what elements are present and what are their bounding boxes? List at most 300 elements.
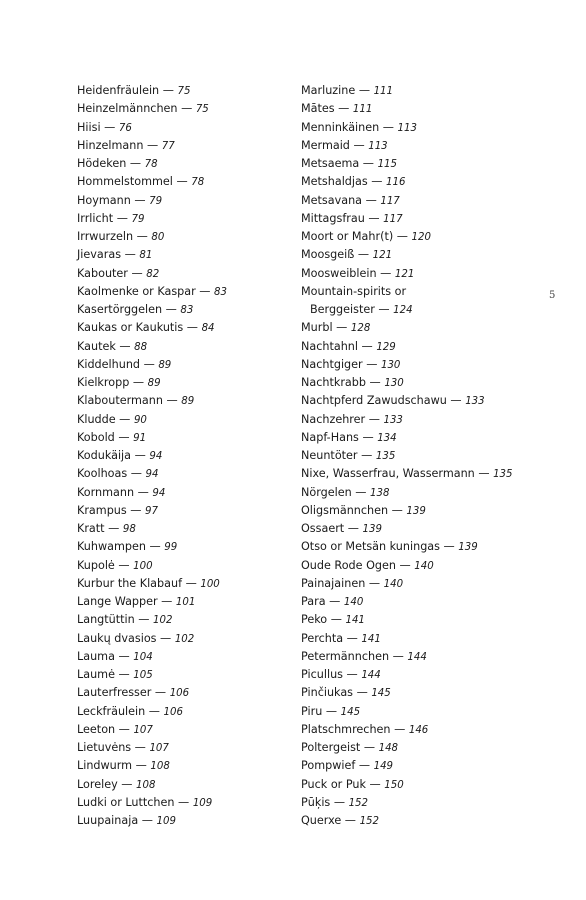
index-entry bbox=[77, 575, 277, 593]
entry-name: Kielkropp bbox=[77, 376, 130, 389]
entry-dash: — bbox=[374, 303, 394, 316]
index-entry bbox=[77, 319, 277, 337]
index-entry bbox=[301, 119, 541, 137]
entry-name: Marluzine bbox=[301, 84, 356, 97]
entry-page-number: 146 bbox=[408, 724, 429, 736]
entry-name: Kurbur the Klabauf bbox=[77, 576, 183, 590]
entry-name: Kodukäija bbox=[77, 449, 132, 462]
entry-page-number: 108 bbox=[150, 761, 170, 773]
entry-dash: — bbox=[162, 394, 182, 408]
index-entry bbox=[301, 666, 541, 684]
entry-name: Nachzehrer bbox=[301, 412, 366, 426]
entry-dash: — bbox=[115, 412, 134, 426]
entry-name: Kobold bbox=[77, 430, 115, 444]
entry-page-number: 99 bbox=[164, 542, 178, 554]
entry-page-number: 113 bbox=[397, 122, 417, 134]
index-entry bbox=[77, 520, 277, 538]
entry-dash: — bbox=[325, 595, 344, 608]
entry-name: Kuhwampen bbox=[77, 540, 146, 554]
entry-dash: — bbox=[439, 540, 459, 554]
entry-page-number: 120 bbox=[411, 232, 431, 243]
entry-page-number: 139 bbox=[362, 524, 382, 535]
index-entry bbox=[77, 283, 277, 301]
entry-page-number: 88 bbox=[134, 341, 148, 353]
entry-name: Kaukas or Kaukutis bbox=[77, 321, 184, 335]
entry-page-number: 116 bbox=[386, 177, 406, 189]
entry-dash: — bbox=[114, 668, 134, 681]
entry-name: Kautek bbox=[77, 339, 116, 353]
index-entry bbox=[301, 100, 541, 118]
entry-dash: — bbox=[114, 558, 134, 572]
entry-page-number: 78 bbox=[144, 159, 158, 170]
entry-name: Kupolė bbox=[77, 558, 115, 572]
index-entry bbox=[301, 210, 541, 228]
entry-dash: — bbox=[115, 722, 134, 736]
entry-dash: — bbox=[138, 814, 157, 827]
entry-dash: — bbox=[104, 522, 123, 535]
index-entry bbox=[77, 429, 277, 447]
entry-dash: — bbox=[174, 795, 193, 809]
entry-name: Laukų dvasios bbox=[77, 631, 157, 645]
entry-dash: — bbox=[365, 576, 384, 590]
entry-name: Kornmann bbox=[77, 485, 135, 499]
entry-dash: — bbox=[121, 248, 140, 262]
entry-dash: — bbox=[183, 321, 202, 335]
entry-name: Luupainaja bbox=[77, 814, 139, 827]
entry-dash: — bbox=[114, 649, 134, 663]
entry-page-number: 106 bbox=[163, 706, 183, 718]
index-entry bbox=[301, 575, 541, 593]
entry-name: Metshaldjas bbox=[301, 175, 368, 189]
entry-name: Puck or Puk bbox=[301, 777, 366, 791]
entry-page-number: 89 bbox=[181, 396, 195, 408]
entry-page-number: 100 bbox=[200, 578, 220, 590]
entry-page-number: 106 bbox=[169, 688, 190, 700]
entry-page-number: 84 bbox=[201, 323, 215, 335]
entry-page-number: 141 bbox=[345, 615, 365, 627]
index-entry bbox=[77, 173, 277, 191]
entry-page-number: 144 bbox=[361, 670, 381, 681]
index-entry bbox=[301, 794, 541, 812]
index-entry bbox=[77, 538, 277, 556]
entry-page-number: 135 bbox=[375, 451, 396, 462]
entry-page-number: 79 bbox=[131, 213, 145, 225]
entry-name: Metsavana bbox=[301, 193, 363, 207]
entry-page-number: 152 bbox=[359, 816, 380, 827]
entry-dash: — bbox=[362, 193, 381, 207]
entry-name: Hoymann bbox=[77, 193, 131, 207]
index-entry bbox=[301, 356, 541, 374]
entry-dash: — bbox=[162, 303, 181, 316]
entry-name: Heidenfräulein bbox=[77, 84, 160, 97]
entry-dash: — bbox=[364, 211, 384, 225]
entry-page-number: 77 bbox=[161, 140, 175, 152]
entry-name: Poltergeist bbox=[301, 741, 361, 754]
entry-name: Berggeister bbox=[310, 303, 375, 316]
entry-page-number: 109 bbox=[156, 816, 176, 827]
entry-page-number: 83 bbox=[180, 305, 194, 316]
entry-page-number: 109 bbox=[192, 797, 213, 809]
entry-dash: — bbox=[126, 157, 145, 170]
entry-dash: — bbox=[365, 412, 384, 426]
entry-page-number: 149 bbox=[373, 761, 394, 773]
entry-name: Napf-Hans bbox=[301, 430, 359, 444]
entry-name: Menninkäinen bbox=[301, 120, 380, 134]
entry-name: Moosgeiß bbox=[301, 248, 355, 262]
index-entry bbox=[77, 100, 277, 118]
entry-dash: — bbox=[355, 759, 374, 773]
entry-name: Kaolmenke or Kaspar bbox=[77, 284, 196, 298]
entry-page-number: 140 bbox=[383, 578, 404, 590]
entry-dash: — bbox=[343, 631, 362, 645]
entry-dash: — bbox=[182, 576, 201, 590]
entry-name: Perchta bbox=[301, 631, 344, 645]
entry-page-number: 135 bbox=[493, 469, 513, 481]
entry-dash: — bbox=[145, 540, 165, 554]
entry-dash: — bbox=[360, 741, 379, 754]
index-entry bbox=[77, 593, 277, 611]
entry-dash: — bbox=[327, 613, 346, 627]
index-entry bbox=[77, 137, 277, 155]
index-entry bbox=[301, 447, 541, 465]
entry-page-number: 104 bbox=[133, 651, 153, 663]
entry-name: Mermaid bbox=[301, 138, 350, 152]
entry-name: Lauma bbox=[77, 649, 115, 663]
entry-dash: — bbox=[117, 777, 137, 791]
entry-dash: — bbox=[365, 777, 385, 791]
entry-page-number: 140 bbox=[414, 560, 434, 572]
entry-name: Oude Rode Ogen bbox=[301, 558, 396, 572]
entry-dash: — bbox=[127, 266, 147, 280]
index-column-right bbox=[301, 82, 541, 830]
entry-dash: — bbox=[359, 157, 378, 170]
entry-dash: — bbox=[129, 376, 148, 389]
entry-page-number: 94 bbox=[152, 487, 166, 499]
entry-dash: — bbox=[332, 321, 351, 335]
entry-page-number: 91 bbox=[133, 432, 147, 444]
entry-dash: — bbox=[127, 467, 146, 481]
entry-name: Pūķis bbox=[301, 795, 331, 809]
entry-page-number: 130 bbox=[380, 359, 401, 371]
entry-name: Nachtgiger bbox=[301, 357, 363, 371]
index-entry bbox=[301, 776, 541, 794]
entry-dash: — bbox=[156, 631, 175, 645]
entry-dash: — bbox=[390, 722, 409, 736]
index-entry bbox=[77, 703, 277, 721]
entry-name: Jievaras bbox=[77, 248, 122, 262]
index-entry bbox=[301, 82, 541, 100]
entry-dash: — bbox=[388, 503, 407, 517]
index-entry bbox=[77, 812, 277, 830]
entry-page-number: 130 bbox=[384, 378, 404, 389]
index-entry bbox=[77, 666, 277, 684]
entry-name: Kasertörggelen bbox=[77, 303, 163, 316]
entry-name: Nixe, Wasserfrau, Wassermann bbox=[301, 467, 475, 481]
entry-page-number: 111 bbox=[373, 86, 394, 97]
entry-page-number: 75 bbox=[177, 86, 191, 97]
entry-page-number: 102 bbox=[153, 615, 173, 627]
index-entry bbox=[77, 757, 277, 775]
entry-page-number: 145 bbox=[340, 706, 361, 718]
entry-name: Hinzelmann bbox=[77, 138, 144, 152]
index-entry bbox=[77, 119, 277, 137]
entry-dash: — bbox=[393, 230, 412, 243]
entry-name: Ossaert bbox=[301, 522, 345, 535]
index-entry bbox=[301, 520, 541, 538]
entry-dash: — bbox=[177, 102, 196, 116]
entry-dash: — bbox=[132, 759, 151, 773]
entry-page-number: 105 bbox=[133, 670, 153, 681]
entry-name: Mittagsfrau bbox=[301, 211, 365, 225]
index-entry bbox=[77, 82, 277, 100]
entry-dash: — bbox=[367, 175, 387, 189]
entry-name: Mountain-spirits or bbox=[301, 284, 407, 298]
entry-dash: — bbox=[100, 120, 119, 134]
entry-name: Irrwurzeln bbox=[77, 230, 134, 243]
entry-dash: — bbox=[362, 357, 381, 371]
entry-dash: — bbox=[145, 704, 164, 718]
entry-name: Kiddelhund bbox=[77, 357, 141, 371]
index-entry bbox=[301, 246, 541, 264]
entry-page-number: 121 bbox=[372, 250, 393, 262]
index-entry bbox=[301, 648, 541, 666]
entry-page-number: 78 bbox=[191, 177, 205, 189]
entry-page-number: 139 bbox=[458, 542, 478, 554]
entry-dash: — bbox=[353, 686, 372, 700]
entry-dash: — bbox=[115, 339, 135, 353]
entry-page-number: 90 bbox=[133, 414, 147, 426]
entry-name: Neuntöter bbox=[301, 449, 358, 462]
entry-page-number: 128 bbox=[350, 323, 371, 335]
entry-dash: — bbox=[114, 430, 134, 444]
entry-dash: — bbox=[366, 376, 385, 389]
entry-page-number: 145 bbox=[371, 688, 391, 700]
entry-page-number: 117 bbox=[383, 213, 403, 225]
entry-name: Klaboutermann bbox=[77, 394, 163, 408]
entry-name: Para bbox=[301, 595, 326, 608]
index-entry bbox=[77, 155, 277, 173]
entry-name: Lietuvėns bbox=[77, 741, 132, 754]
entry-name: Mātes bbox=[301, 102, 335, 116]
index-entry bbox=[77, 776, 277, 794]
entry-name: Metsaema bbox=[301, 157, 360, 170]
entry-dash: — bbox=[131, 741, 150, 754]
index-entry bbox=[77, 246, 277, 264]
entry-page-number: 98 bbox=[122, 524, 136, 535]
entry-name: Koolhoas bbox=[77, 467, 128, 481]
entry-dash: — bbox=[343, 668, 362, 681]
index-entry bbox=[77, 265, 277, 283]
entry-page-number: 80 bbox=[151, 232, 165, 243]
entry-name: Otso or Metsän kuningas bbox=[301, 540, 440, 554]
entry-name: Nachtpferd Zawudschawu bbox=[301, 394, 447, 408]
entry-name: Platschmrechen bbox=[301, 722, 391, 736]
index-entry bbox=[301, 155, 541, 173]
entry-dash: — bbox=[358, 430, 378, 444]
index-entry bbox=[77, 301, 277, 319]
entry-page-number: 148 bbox=[378, 743, 399, 754]
index-entry bbox=[77, 611, 277, 629]
entry-page-number: 107 bbox=[149, 743, 169, 754]
entry-page-number: 82 bbox=[146, 268, 160, 280]
entry-page-number: 101 bbox=[175, 597, 196, 608]
index-entry bbox=[77, 411, 277, 429]
entry-name: Nörgelen bbox=[301, 485, 352, 499]
index-entry bbox=[77, 228, 277, 246]
index-entry bbox=[77, 684, 277, 702]
entry-name: Kabouter bbox=[77, 266, 128, 280]
index-entry bbox=[77, 557, 277, 575]
entry-page-number: 75 bbox=[195, 104, 209, 116]
entry-page-number: 81 bbox=[139, 250, 153, 262]
index-entry bbox=[301, 812, 541, 830]
index-entry bbox=[301, 228, 541, 246]
index-entry bbox=[301, 192, 541, 210]
entry-page-number: 117 bbox=[380, 195, 400, 207]
index-entry bbox=[301, 429, 541, 447]
entry-page-number: 107 bbox=[133, 724, 153, 736]
entry-dash: — bbox=[134, 613, 154, 627]
entry-dash: — bbox=[131, 449, 150, 462]
index-entry bbox=[301, 757, 541, 775]
entry-name: Picullus bbox=[301, 668, 343, 681]
entry-page-number: 152 bbox=[348, 797, 369, 809]
index-column-left bbox=[77, 82, 277, 830]
entry-dash: — bbox=[344, 522, 363, 535]
entry-name: Nachtkrabb bbox=[301, 376, 366, 389]
index-entry bbox=[301, 739, 541, 757]
index-entry bbox=[301, 338, 541, 356]
entry-name: Murbl bbox=[301, 321, 333, 335]
entry-name: Lindwurm bbox=[77, 759, 133, 773]
entry-name: Querxe bbox=[301, 814, 342, 827]
entry-name: Oligsmännchen bbox=[301, 503, 389, 517]
entry-name: Kludde bbox=[77, 412, 116, 426]
index-entry bbox=[301, 721, 541, 739]
entry-name: Kratt bbox=[77, 522, 105, 535]
entry-dash: — bbox=[151, 686, 170, 700]
entry-dash: — bbox=[446, 394, 466, 408]
index-entry bbox=[301, 611, 541, 629]
entry-dash: — bbox=[389, 649, 408, 663]
entry-name: Loreley bbox=[77, 777, 118, 791]
index-entry bbox=[301, 502, 541, 520]
index-entry bbox=[77, 465, 277, 483]
entry-name: Ludki or Luttchen bbox=[77, 795, 175, 809]
index-entry bbox=[301, 630, 541, 648]
entry-name: Moosweiblein bbox=[301, 266, 377, 280]
entry-dash: — bbox=[143, 138, 162, 152]
entry-name: Laumė bbox=[77, 668, 115, 681]
entry-page-number: 150 bbox=[384, 779, 404, 791]
entry-page-number: 133 bbox=[383, 414, 403, 426]
index-entry bbox=[301, 319, 541, 337]
entry-name: Langtüttin bbox=[77, 613, 135, 627]
index-entry bbox=[301, 703, 541, 721]
index-entry bbox=[301, 265, 541, 283]
entry-page-number: 83 bbox=[214, 286, 228, 298]
entry-page-number: 97 bbox=[145, 505, 158, 517]
index-entry bbox=[301, 465, 541, 483]
entry-page-number: 113 bbox=[368, 140, 388, 152]
index-entry bbox=[301, 137, 541, 155]
entry-dash: — bbox=[358, 339, 377, 353]
index-entry bbox=[77, 392, 277, 410]
entry-page-number: 133 bbox=[465, 396, 485, 408]
page-number: 5 bbox=[549, 290, 556, 301]
entry-dash: — bbox=[113, 211, 132, 225]
index-entry bbox=[301, 374, 541, 392]
index-entry bbox=[301, 538, 541, 556]
entry-page-number: 140 bbox=[343, 597, 364, 608]
index-entry bbox=[301, 173, 541, 191]
entry-dash: — bbox=[133, 230, 152, 243]
entry-page-number: 141 bbox=[361, 633, 381, 645]
entry-name: Heinzelmännchen bbox=[77, 102, 178, 116]
entry-dash: — bbox=[172, 175, 192, 189]
index-entry bbox=[301, 684, 541, 702]
entry-dash: — bbox=[376, 266, 395, 280]
index-entry bbox=[77, 374, 277, 392]
index-entry bbox=[77, 484, 277, 502]
index-entry bbox=[77, 739, 277, 757]
entry-dash: — bbox=[195, 284, 215, 298]
entry-dash: — bbox=[354, 248, 373, 262]
entry-dash: — bbox=[349, 138, 369, 152]
entry-name: Leeton bbox=[77, 722, 116, 736]
entry-page-number: 79 bbox=[149, 195, 163, 207]
entry-page-number: 144 bbox=[407, 651, 427, 663]
entry-dash: — bbox=[157, 595, 176, 608]
entry-name: Nachtahnl bbox=[301, 339, 358, 353]
entry-page-number: 100 bbox=[133, 560, 153, 572]
entry-page-number: 129 bbox=[376, 341, 396, 353]
index-entry bbox=[77, 794, 277, 812]
entry-dash: — bbox=[140, 357, 159, 371]
entry-name: Peko bbox=[301, 613, 328, 627]
entry-dash: — bbox=[159, 84, 178, 97]
entry-page-number: 102 bbox=[174, 633, 195, 645]
entry-page-number: 108 bbox=[136, 779, 156, 791]
entry-page-number: 76 bbox=[118, 122, 132, 134]
entry-name: Moort or Mahr(t) bbox=[301, 230, 394, 243]
index-entry bbox=[77, 447, 277, 465]
entry-dash: — bbox=[355, 84, 374, 97]
index-entry bbox=[301, 392, 541, 410]
entry-page-number: 134 bbox=[377, 432, 397, 444]
entry-dash: — bbox=[474, 467, 494, 481]
index-entry bbox=[301, 411, 541, 429]
entry-page-number: 89 bbox=[147, 378, 161, 389]
entry-page-number: 111 bbox=[352, 104, 373, 116]
index-entry bbox=[301, 557, 541, 575]
entry-name: Pinčiukas bbox=[301, 686, 354, 700]
entry-dash: — bbox=[322, 704, 341, 718]
entry-name: Krampus bbox=[77, 503, 127, 517]
entry-page-number: 94 bbox=[145, 469, 159, 481]
index-entry bbox=[77, 630, 277, 648]
entry-page-number: 89 bbox=[158, 359, 172, 371]
entry-name: Pompwief bbox=[301, 759, 356, 773]
entry-name: Hiisi bbox=[77, 120, 101, 134]
index-entry bbox=[77, 338, 277, 356]
entry-dash: — bbox=[134, 485, 153, 499]
entry-name: Painajainen bbox=[301, 576, 366, 590]
index-entry bbox=[77, 721, 277, 739]
index-entry bbox=[77, 192, 277, 210]
index-entry bbox=[301, 283, 541, 301]
index-entry bbox=[77, 648, 277, 666]
